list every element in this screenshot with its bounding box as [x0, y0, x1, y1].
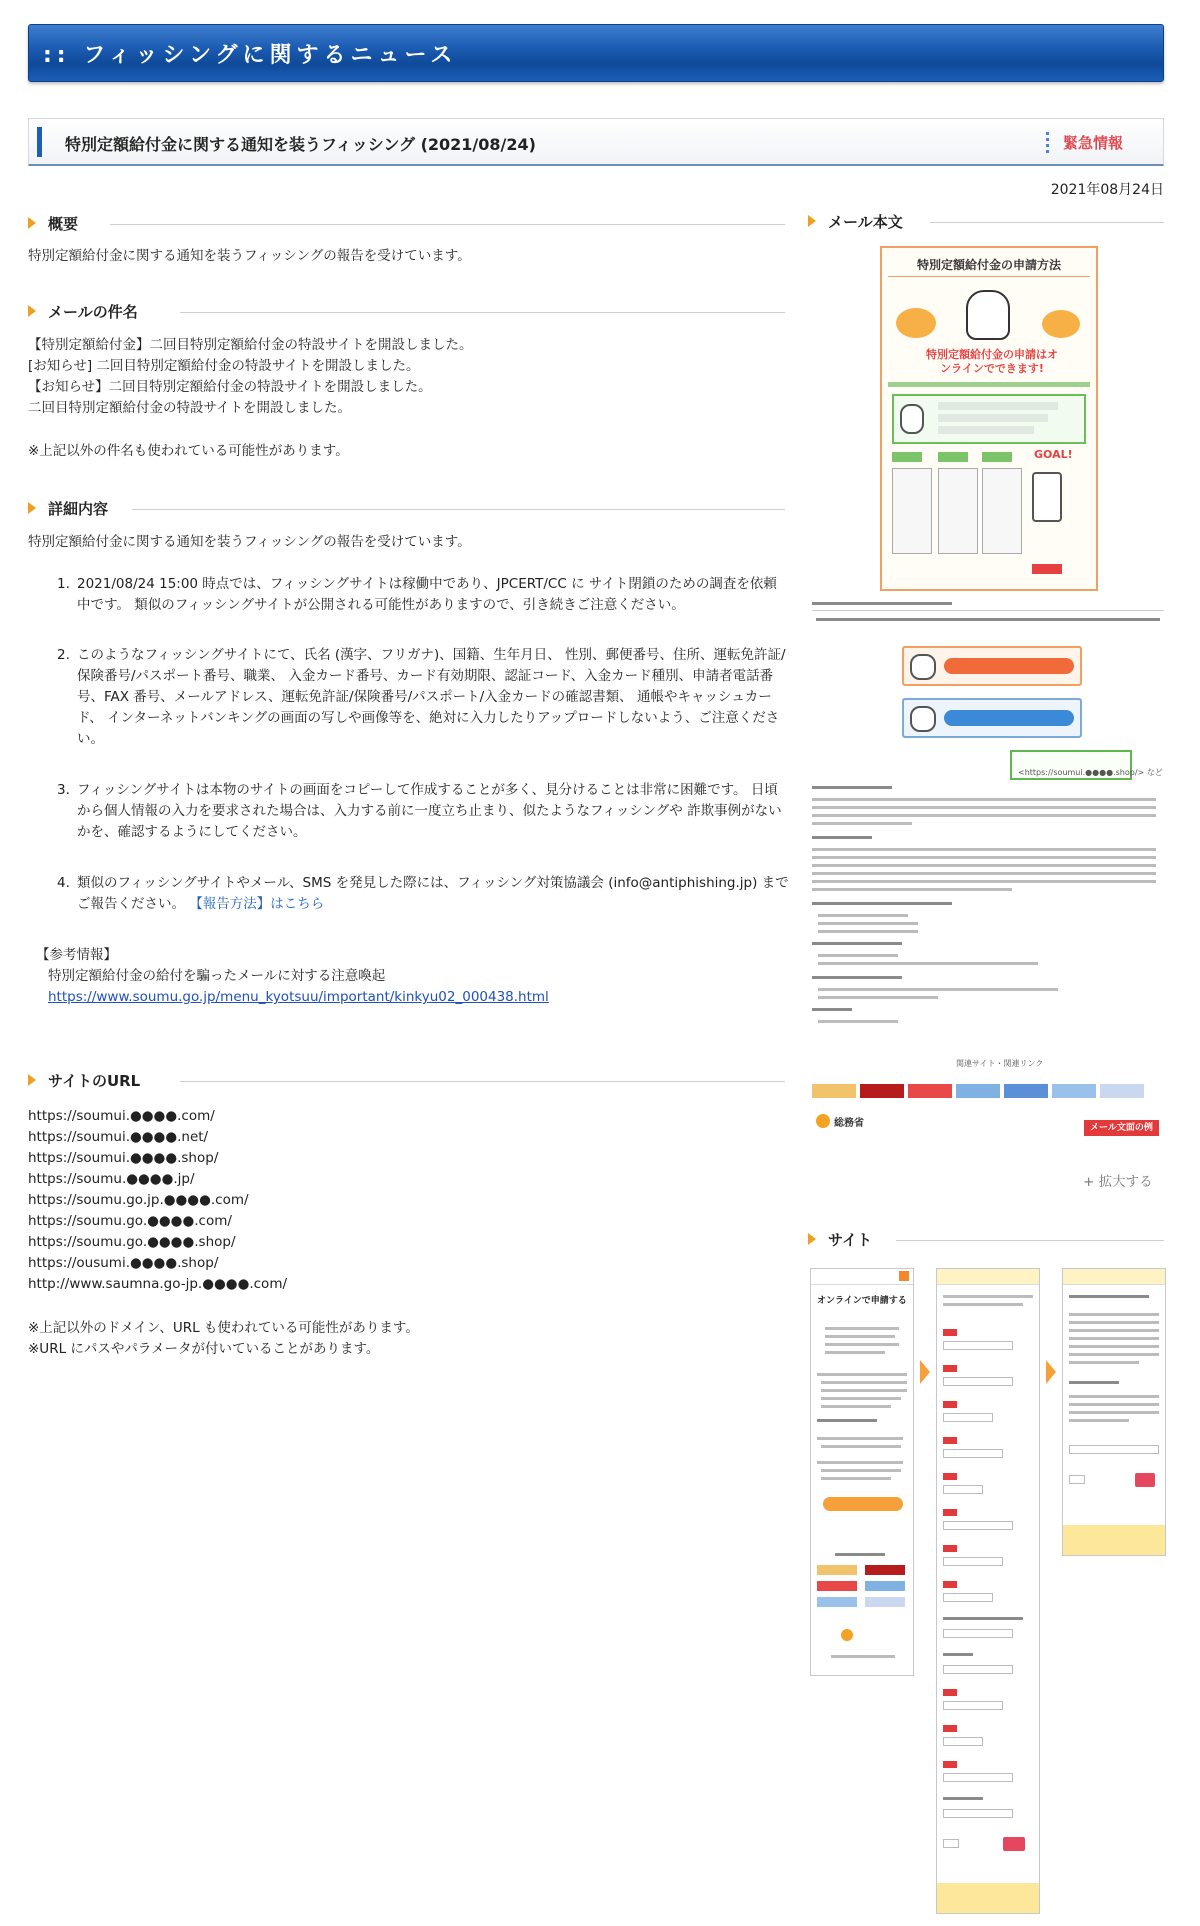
site-urls-note: ※URL にパスやパラメータが付いていることがあります。: [28, 1341, 380, 1357]
section-marker-icon: [28, 305, 36, 317]
shot-header: [1063, 1269, 1165, 1285]
section-heading-mail-body: メール本文: [808, 211, 903, 233]
section-divider: [896, 1240, 1164, 1241]
flyer-stripe: [888, 382, 1090, 387]
site-screenshot-3[interactable]: [1062, 1268, 1166, 1556]
logo-thumb: [860, 1084, 904, 1098]
flyer-goal: GOAL!: [1034, 448, 1073, 461]
section-divider: [132, 509, 785, 510]
mail-body-image[interactable]: [812, 246, 1164, 1133]
rabbit-mascot-icon: [966, 290, 1010, 340]
subject-line: 【特別定額給付金】二回目特別定額給付金の特設サイトを開設しました。: [28, 337, 473, 353]
reference-url-link[interactable]: https://www.soumu.go.jp/menu_kyotsuu/important/kinkyu02_000438.html: [48, 989, 549, 1005]
list-item: 4. 類似のフィッシングサイトやメール、SMS を発見した際には、フィッシング対策協議会 (info@antiphishing.jp) までご報告ください。 【報告方法】はこちら: [57, 875, 789, 912]
banner-title: :: フィッシングに関するニュース: [43, 43, 458, 68]
fake-link-text: <https://soumui.●●●●.shop/> など: [1018, 768, 1163, 777]
list-item: 1. 2021/08/24 15:00 時点では、フィッシングサイトは稼働中であり、JPCERT/CC に サイト閉鎖のための調査を依頼中です。 類似のフィッシングサイトが公開される可能性がありますので、引き続きご注意ください。: [57, 576, 777, 613]
rabbit-icon: [910, 654, 936, 680]
logo-thumb: [956, 1084, 1000, 1098]
details-intro: 特別定額給付金に関する通知を装うフィッシングの報告を受けています。: [28, 534, 471, 550]
rabbit-icon: [910, 706, 936, 732]
site-url: https://soumui.●●●●.net/: [28, 1129, 209, 1145]
section-marker-icon: [28, 217, 36, 229]
shot-footer: [1063, 1525, 1165, 1555]
shot-footer: [937, 1883, 1039, 1913]
site-url: https://soumu.go.●●●●.com/: [28, 1213, 232, 1229]
news-banner: [28, 24, 1164, 82]
reference-text: 特別定額給付金の給付を騙ったメールに対する注意喚起: [48, 968, 386, 984]
flyer: [880, 246, 1098, 591]
step-label: [938, 452, 968, 462]
step-label: [892, 452, 922, 462]
flyer-title: 特別定額給付金の申請方法: [916, 258, 1061, 272]
article-title: 特別定額給付金に関する通知を装うフィッシング (2021/08/24): [65, 135, 536, 154]
article-title-bar: [28, 118, 1164, 166]
section-divider: [930, 222, 1164, 223]
logo-thumb: [1004, 1084, 1048, 1098]
section-marker-icon: [28, 502, 36, 514]
list-item: 2. このようなフィッシングサイトにて、氏名 (漢字、フリガナ)、国籍、生年月日、 性別、郵便番号、住所、運転免許証/保険番号/パスポート番号、職業、 入金カード番号、カード有効期限、認証コード、入金カード種別、申請者電話番号、FAX 番号、メールアドレス、運転免許証/保険番号/パスポート/入金カードの確認書類、 通帳やキャッシュカード、 インターネットバンキングの画面の写しや画像等を、絶対に入力したりアップロードしないよう、ご注意ください。: [57, 647, 786, 747]
banner-pill: [944, 710, 1074, 726]
section-heading-site: サイト: [808, 1229, 872, 1251]
section-heading-summary: 概要: [28, 213, 78, 235]
flyer-headline: 特別定額給付金の申請はオンラインでできます!: [926, 348, 1058, 375]
section-marker-icon: [808, 1233, 816, 1245]
subjects-note: ※上記以外の件名も使われている可能性があります。: [28, 443, 349, 459]
section-divider: [180, 312, 785, 313]
category-badge[interactable]: 緊急情報: [1046, 132, 1123, 153]
rabbit-icon: [900, 404, 924, 434]
ministry-logo-icon: [841, 1629, 853, 1641]
flow-arrow-icon: [1046, 1360, 1056, 1384]
phone-screen: [892, 468, 932, 554]
section-divider: [180, 1081, 785, 1082]
shot-title: オンラインで申請する: [817, 1296, 907, 1306]
title-accent: [37, 127, 42, 157]
site-url: https://soumu.●●●●.jp/: [28, 1171, 195, 1187]
site-url: http://www.saumna.go-jp.●●●●.com/: [28, 1276, 288, 1292]
section-marker-icon: [28, 1074, 36, 1086]
site-urls-note: ※上記以外のドメイン、URL も使われている可能性があります。: [28, 1320, 419, 1336]
phone-screen: [982, 468, 1022, 554]
step-label: [982, 452, 1012, 462]
flyer-divider: [888, 276, 1090, 277]
list-item: 3. フィッシングサイトは本物のサイトの画面をコピーして作成することが多く、見分けることは非常に困難です。 日頃から個人情報の入力を要求された場合は、入力する前に一度立ち止まり、似たようなフィッシングや 詐欺事例がないかを、確認するようにしてください。: [57, 782, 782, 840]
flyer-checklist: [892, 394, 1086, 444]
subject-line: [お知らせ] 二回目特別定額給付金の特設サイトを開設しました。: [28, 358, 420, 374]
submit-button[interactable]: [1135, 1473, 1155, 1487]
logo-thumb: [1100, 1084, 1144, 1098]
site-url: https://ousumi.●●●●.shop/: [28, 1255, 219, 1271]
subject-line: 【お知らせ】二回目特別定額給付金の特設サイトを開設しました。: [28, 379, 432, 395]
related-links-label: 関連サイト・関連リンク: [956, 1059, 1044, 1068]
flow-arrow-icon: [920, 1360, 930, 1384]
banner-pill: [944, 658, 1074, 674]
report-method-link[interactable]: 【報告方法】はこちら: [189, 896, 325, 912]
site-screenshot-1[interactable]: [810, 1268, 914, 1676]
logo-thumb: [908, 1084, 952, 1098]
apply-online-button[interactable]: [823, 1497, 903, 1511]
next-button[interactable]: [1003, 1837, 1025, 1851]
apply-online-banner[interactable]: [902, 646, 1082, 686]
badge-icon: [896, 308, 936, 338]
site-screenshot-2[interactable]: [936, 1268, 1040, 1914]
rule: [812, 610, 1164, 611]
summary-text: 特別定額給付金に関する通知を装うフィッシングの報告を受けています。: [28, 248, 471, 264]
mynumber-banner[interactable]: [902, 698, 1082, 738]
ministry-label: 総務省: [834, 1118, 864, 1129]
site-url: https://soumui.●●●●.shop/: [28, 1150, 219, 1166]
shot-header: [811, 1269, 913, 1285]
section-heading-details: 詳細内容: [28, 498, 108, 520]
reference-label: 【参考情報】: [36, 947, 117, 963]
article-date: 2021年08月24日: [1050, 182, 1164, 198]
zoom-link[interactable]: + 拡大する: [1083, 1174, 1153, 1190]
site-url: https://soumu.go.●●●●.shop/: [28, 1234, 236, 1250]
site-url: https://soumu.go.jp.●●●●.com/: [28, 1192, 249, 1208]
section-heading-site-urls: サイトのURL: [28, 1070, 140, 1092]
fake-link-box[interactable]: [1010, 750, 1163, 780]
logo-thumb: [1052, 1084, 1096, 1098]
section-marker-icon: [808, 215, 816, 227]
phone-screen: [938, 468, 978, 554]
phone-icon: [1032, 472, 1062, 522]
mail-example-tag: メール文面の例: [1084, 1120, 1159, 1136]
amount-label: [1032, 564, 1062, 574]
text-line: [812, 602, 952, 605]
menu-icon: [899, 1271, 909, 1281]
subject-line: 二回目特別定額給付金の特設サイトを開設しました。: [28, 400, 352, 416]
section-heading-subjects: メールの件名: [28, 301, 138, 323]
section-divider: [110, 224, 785, 225]
shot-header: [937, 1269, 1039, 1285]
text-line: [816, 618, 1160, 621]
logo-thumb: [812, 1084, 856, 1098]
text-line: [812, 786, 892, 789]
site-url: https://soumui.●●●●.com/: [28, 1108, 215, 1124]
ministry-logo-icon: [816, 1114, 830, 1128]
badge-icon: [1042, 310, 1080, 338]
